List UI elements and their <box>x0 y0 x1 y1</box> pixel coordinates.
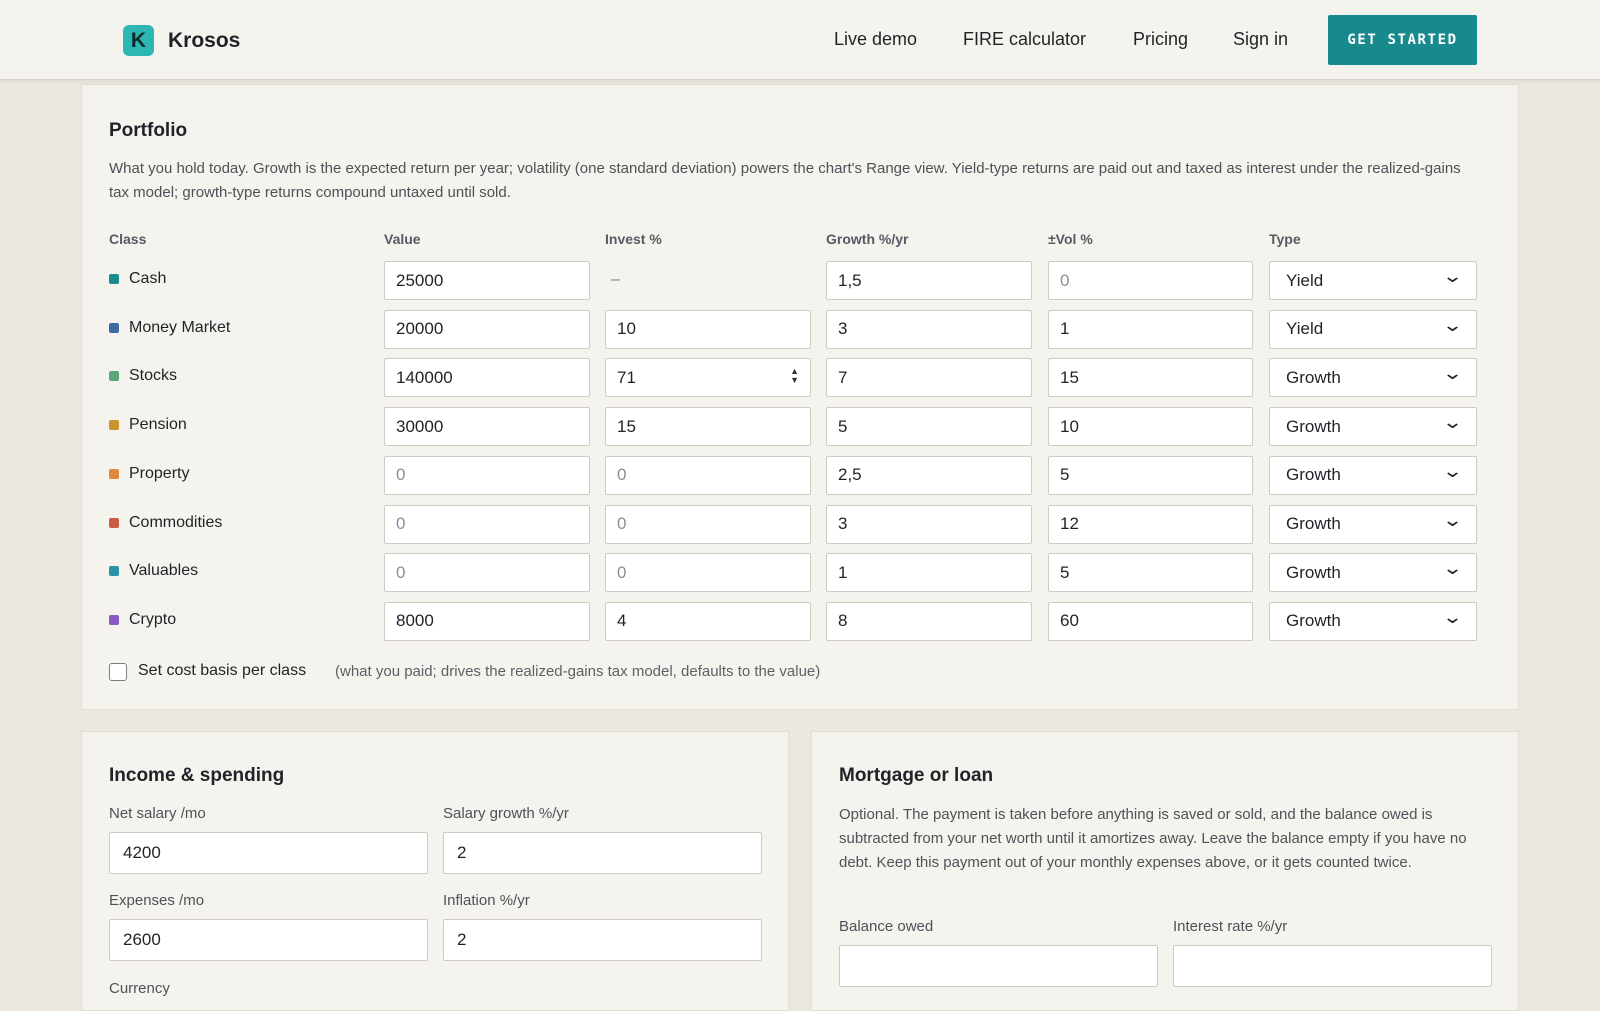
portfolio-description: What you hold today. Growth is the expected return per year; volatility (one standard deviation) powers the chart's Range view. Yield-type returns are paid out and taxed as interest under the realized-gains tax model; growth-type returns compound untaxed until sold. <box>109 160 1461 201</box>
interest-rate-label: Interest rate %/yr <box>1173 918 1288 935</box>
class-label-pension <box>109 416 187 434</box>
chevron-down-icon: ⌄ <box>1441 606 1464 627</box>
balance-owed-label: Balance owed <box>839 918 934 935</box>
value-input-crypto[interactable]: 8000 <box>384 602 590 641</box>
type-select-crypto[interactable] <box>1269 602 1477 641</box>
stepper-icon[interactable]: ▲ ▼ <box>790 366 799 386</box>
balance-owed-input[interactable] <box>839 945 1158 987</box>
class-color-swatch <box>109 518 119 528</box>
growth-input-crypto[interactable]: 8 <box>826 602 1032 641</box>
vol-input-money-market[interactable]: 1 <box>1048 310 1253 349</box>
value-input-stocks[interactable]: 140000 <box>384 358 590 397</box>
nav-sign-in[interactable]: Sign in <box>1233 29 1289 49</box>
portfolio-card <box>81 84 1519 710</box>
class-name: Money Market <box>129 318 231 336</box>
class-label-cash <box>109 270 166 288</box>
invest-input-stocks[interactable]: 71 <box>605 358 811 397</box>
growth-input-money-market[interactable]: 3 <box>826 310 1032 349</box>
portfolio-title: Portfolio <box>109 120 188 141</box>
chevron-down-icon: ⌄ <box>1441 509 1464 530</box>
invest-na-cash: – <box>611 271 620 288</box>
class-label-stocks <box>109 367 177 385</box>
chevron-down-icon: ⌄ <box>1441 266 1464 286</box>
type-select-valuables[interactable] <box>1269 553 1477 592</box>
class-name: Cash <box>129 270 167 287</box>
type-select-value: Growth <box>1286 514 1341 533</box>
type-select-money-market[interactable] <box>1269 310 1477 349</box>
chevron-down-icon: ⌄ <box>1441 314 1464 335</box>
vol-input-pension[interactable]: 10 <box>1048 407 1253 446</box>
class-name: Crypto <box>129 610 177 628</box>
currency-label: Currency <box>109 980 170 997</box>
value-input-valuables[interactable]: 0 <box>384 553 590 592</box>
growth-input-stocks[interactable]: 7 <box>826 358 1032 397</box>
invest-input-property[interactable]: 0 <box>605 456 811 495</box>
invest-input-commodities[interactable]: 0 <box>605 505 811 544</box>
get-started-button[interactable]: GET STARTED <box>1328 15 1477 65</box>
vol-input-crypto[interactable]: 60 <box>1048 602 1253 641</box>
col-header-growth: Growth %/yr <box>826 231 909 247</box>
inflation-input[interactable]: 2 <box>443 919 762 961</box>
type-select-value: Growth <box>1286 562 1341 582</box>
chevron-down-icon: ⌄ <box>1441 412 1464 433</box>
top-nav <box>0 0 1600 80</box>
type-select-value: Growth <box>1286 367 1341 387</box>
class-label-commodities <box>109 514 222 532</box>
type-select-cash[interactable] <box>1269 261 1477 300</box>
mortgage-title: Mortgage or loan <box>839 765 994 786</box>
chevron-down-icon: ⌄ <box>1441 558 1464 579</box>
type-select-value: Growth <box>1286 611 1341 631</box>
type-select-value: Growth <box>1286 416 1341 436</box>
class-name: Valuables <box>129 562 199 580</box>
value-input-money-market[interactable]: 20000 <box>384 310 590 349</box>
type-select-value: Yield <box>1286 270 1324 290</box>
class-name: Pension <box>129 416 187 434</box>
nav-fire-calculator[interactable]: FIRE calculator <box>963 29 1087 49</box>
col-header-class: Class <box>109 231 147 247</box>
value-input-commodities[interactable]: 0 <box>384 505 590 544</box>
type-select-value: Growth <box>1286 465 1341 485</box>
nav-live-demo[interactable]: Live demo <box>834 29 918 49</box>
cost-basis-note: (what you paid; drives the realized-gains tax model, defaults to the value) <box>335 663 821 680</box>
invest-input-pension[interactable]: 15 <box>605 407 811 446</box>
invest-input-valuables[interactable]: 0 <box>605 553 811 592</box>
value-input-property[interactable]: 0 <box>384 456 590 495</box>
type-select-value: Yield <box>1286 319 1324 339</box>
invest-input-crypto[interactable]: 4 <box>605 602 811 641</box>
inflation-label: Inflation %/yr <box>443 892 530 909</box>
type-select-commodities[interactable] <box>1269 505 1477 544</box>
vol-input-property[interactable]: 5 <box>1048 456 1253 495</box>
brand-logo-icon: K <box>123 25 154 56</box>
vol-input-valuables[interactable]: 5 <box>1048 553 1253 592</box>
class-name: Stocks <box>129 367 178 385</box>
growth-input-pension[interactable]: 5 <box>826 407 1032 446</box>
class-color-swatch <box>109 371 119 381</box>
class-label-property <box>109 465 189 483</box>
class-color-swatch <box>109 323 119 333</box>
brand-name: Krosos <box>168 28 241 52</box>
class-color-swatch <box>109 615 119 625</box>
invest-input-money-market[interactable]: 10 <box>605 310 811 349</box>
expenses-input[interactable]: 2600 <box>109 919 428 961</box>
salary-growth-input[interactable]: 2 <box>443 832 762 874</box>
vol-input-cash[interactable]: 0 <box>1048 261 1253 300</box>
col-header-value: Value <box>384 231 421 247</box>
class-color-swatch <box>109 420 119 430</box>
type-select-stocks[interactable] <box>1269 358 1477 397</box>
chevron-down-icon: ⌄ <box>1441 363 1464 384</box>
growth-input-property[interactable]: 2,5 <box>826 456 1032 495</box>
income-title: Income & spending <box>109 765 285 786</box>
mortgage-card <box>811 731 1519 1011</box>
col-header-invest: Invest % <box>605 231 662 247</box>
growth-input-cash[interactable]: 1,5 <box>826 261 1032 300</box>
growth-input-commodities[interactable]: 3 <box>826 505 1032 544</box>
col-header-vol: ±Vol % <box>1048 231 1093 247</box>
nav-pricing[interactable]: Pricing <box>1133 29 1189 49</box>
brand[interactable] <box>123 25 240 56</box>
income-card <box>81 731 789 1011</box>
interest-rate-input[interactable] <box>1173 945 1492 987</box>
mortgage-description: Optional. The payment is taken before anything is saved or sold, and the balance owed is subtracted from your net worth until it amortizes away. Leave the balance empty if you have no debt. Keep this payment out of your monthly expenses above, or it gets counted twice. <box>839 806 1467 871</box>
class-label-valuables <box>109 562 198 580</box>
vol-input-commodities[interactable]: 12 <box>1048 505 1253 544</box>
net-salary-input[interactable]: 4200 <box>109 832 428 874</box>
value-input-pension[interactable]: 30000 <box>384 407 590 446</box>
salary-growth-label: Salary growth %/yr <box>443 805 569 822</box>
type-select-property[interactable] <box>1269 456 1477 495</box>
class-name: Commodities <box>129 513 223 531</box>
class-label-crypto <box>109 611 176 629</box>
class-color-swatch <box>109 566 119 576</box>
net-salary-label: Net salary /mo <box>109 805 206 822</box>
type-select-pension[interactable] <box>1269 407 1477 446</box>
vol-input-stocks[interactable]: 15 <box>1048 358 1253 397</box>
expenses-label: Expenses /mo <box>109 892 205 909</box>
cost-basis-label[interactable]: Set cost basis per class <box>138 662 307 679</box>
value-input-cash[interactable]: 25000 <box>384 261 590 300</box>
cost-basis-checkbox[interactable] <box>109 663 127 681</box>
chevron-down-icon: ⌄ <box>1441 460 1464 481</box>
col-header-type: Type <box>1269 231 1301 247</box>
class-color-swatch <box>109 274 119 284</box>
class-label-money-market <box>109 319 230 337</box>
growth-input-valuables[interactable]: 1 <box>826 553 1032 592</box>
class-name: Property <box>129 464 190 482</box>
class-color-swatch <box>109 469 119 479</box>
